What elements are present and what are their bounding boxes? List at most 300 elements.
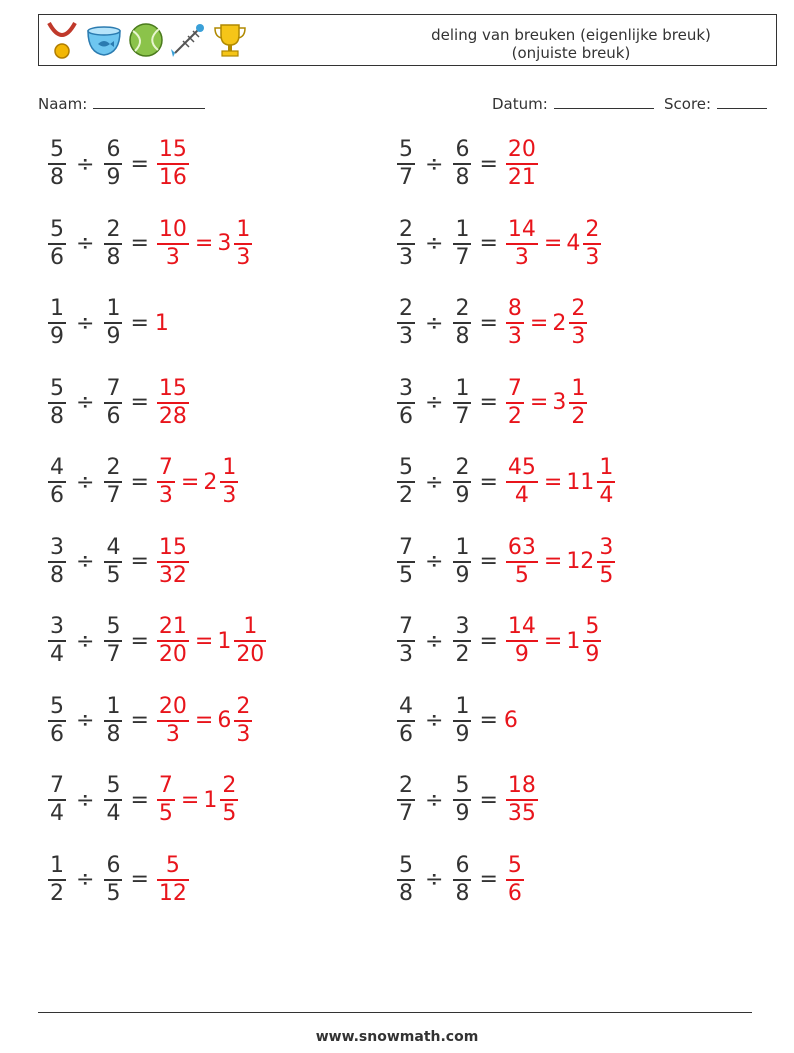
mixed-denominator: 3 — [222, 483, 237, 508]
date-field — [492, 94, 654, 113]
answer-denominator: 3 — [514, 244, 529, 270]
dividend-denominator: 7 — [399, 165, 413, 190]
equals-sign: = — [479, 549, 498, 574]
divide-sign: ÷ — [425, 390, 444, 415]
divide-sign: ÷ — [425, 151, 444, 177]
divisor-fraction — [104, 137, 122, 191]
dividend-numerator: 7 — [50, 773, 64, 798]
divisor-denominator: 7 — [106, 642, 121, 667]
mixed-whole: 1 — [566, 628, 581, 654]
divide-sign: ÷ — [76, 867, 95, 892]
divide-sign: ÷ — [76, 310, 95, 336]
name-label: Naam: — [38, 95, 88, 113]
answer-numerator: 21 — [158, 614, 187, 639]
mixed-whole: 3 — [552, 390, 567, 415]
answer-whole: 1 — [154, 310, 169, 336]
dividend-denominator: 4 — [50, 801, 64, 826]
divisor-denominator: 8 — [455, 324, 470, 349]
divisor-fraction — [453, 455, 471, 509]
dividend-numerator: 5 — [50, 137, 64, 162]
divisor-numerator: 4 — [106, 534, 121, 560]
equals-sign: = — [130, 231, 149, 256]
header-box — [38, 14, 777, 66]
divisor-denominator: 8 — [106, 244, 121, 270]
dividend-fraction — [48, 137, 66, 191]
answer-denominator: 3 — [165, 721, 180, 747]
dividend-denominator: 6 — [399, 721, 413, 747]
dividend-denominator: 6 — [50, 244, 64, 270]
divisor-fraction — [453, 614, 471, 668]
divisor-numerator: 2 — [455, 455, 470, 480]
equals-sign: = — [479, 787, 498, 813]
divisor-numerator: 3 — [455, 614, 470, 639]
divisor-numerator: 1 — [455, 216, 470, 242]
problem-item — [46, 291, 169, 355]
dividend-numerator: 2 — [399, 216, 413, 242]
answer-numerator: 5 — [165, 852, 180, 878]
divide-sign: ÷ — [76, 231, 95, 256]
mixed-denominator: 3 — [236, 244, 251, 270]
answer-denominator: 9 — [514, 642, 529, 667]
mixed-numerator: 1 — [599, 455, 614, 480]
divide-sign: ÷ — [425, 310, 444, 336]
divide-sign: ÷ — [425, 469, 444, 495]
divisor-numerator: 1 — [455, 693, 470, 719]
fish-bowl-icon — [85, 19, 123, 61]
equals-sign: = — [479, 469, 498, 495]
footer-divider — [38, 1012, 752, 1013]
dividend-numerator: 5 — [50, 216, 64, 242]
divide-sign: ÷ — [76, 390, 95, 415]
answer-fraction — [157, 137, 189, 191]
dividend-numerator: 5 — [399, 852, 413, 878]
answer-numerator: 7 — [158, 773, 173, 798]
mixed-numerator: 3 — [599, 534, 614, 560]
divisor-numerator: 5 — [106, 773, 121, 798]
answer-equals-sign: = — [543, 231, 563, 256]
dividend-denominator: 8 — [50, 165, 64, 190]
divisor-fraction — [104, 455, 122, 509]
dividend-numerator: 5 — [399, 137, 413, 162]
equals-sign: = — [130, 549, 149, 574]
dividend-numerator: 1 — [50, 852, 64, 878]
divisor-numerator: 6 — [106, 137, 121, 162]
mixed-denominator: 4 — [599, 483, 614, 508]
dividend-denominator: 9 — [50, 324, 64, 349]
mixed-whole: 3 — [217, 231, 232, 256]
answer-denominator: 5 — [158, 801, 173, 826]
trophy-icon — [211, 19, 249, 61]
divisor-denominator: 9 — [455, 721, 470, 747]
problem-item — [46, 132, 191, 196]
divisor-denominator: 9 — [455, 801, 470, 826]
answer-equals-sign: = — [543, 628, 563, 654]
answer-denominator: 28 — [158, 403, 187, 429]
divide-sign: ÷ — [76, 628, 95, 654]
divisor-denominator: 8 — [106, 721, 121, 747]
divisor-denominator: 9 — [455, 562, 470, 588]
divisor-denominator: 2 — [455, 642, 470, 667]
divisor-fraction — [453, 217, 471, 271]
answer-fraction — [506, 535, 538, 589]
icon-row — [43, 19, 249, 61]
score-blank[interactable] — [717, 94, 767, 109]
answer-fraction — [157, 217, 189, 271]
answer-fraction — [506, 217, 538, 271]
name-field — [38, 94, 205, 113]
answer-numerator: 18 — [507, 773, 536, 798]
mixed-numerator: 2 — [236, 693, 251, 719]
divide-sign: ÷ — [76, 469, 95, 495]
equals-sign: = — [130, 787, 149, 813]
dividend-fraction — [48, 296, 66, 350]
mixed-whole: 4 — [566, 231, 581, 256]
dividend-fraction — [48, 376, 66, 430]
answer-equals-sign: = — [543, 549, 563, 574]
dividend-fraction — [48, 455, 66, 509]
date-blank[interactable] — [554, 94, 654, 109]
answer-numerator: 5 — [507, 852, 522, 878]
problem-item — [46, 768, 240, 832]
answer-numerator: 20 — [507, 137, 536, 162]
dividend-fraction — [397, 376, 415, 430]
dividend-numerator: 5 — [50, 375, 64, 401]
mixed-denominator: 3 — [236, 721, 251, 747]
divisor-numerator: 1 — [455, 534, 470, 560]
equals-sign: = — [479, 151, 498, 177]
equals-sign: = — [130, 708, 149, 733]
dividend-fraction — [397, 773, 415, 827]
dividend-numerator: 2 — [399, 773, 413, 798]
answer-fraction — [157, 614, 189, 668]
mixed-denominator: 3 — [571, 324, 586, 349]
problem-item — [46, 212, 254, 276]
problem-item — [395, 689, 518, 753]
dividend-fraction — [48, 853, 66, 907]
mixed-denominator: 5 — [599, 562, 614, 588]
tennis-ball-icon — [127, 19, 165, 61]
divisor-numerator: 1 — [106, 296, 121, 321]
answer-equals-sign: = — [194, 708, 214, 733]
divide-sign: ÷ — [76, 151, 95, 177]
divisor-denominator: 9 — [106, 324, 121, 349]
name-blank[interactable] — [93, 94, 205, 109]
dividend-numerator: 3 — [399, 375, 413, 401]
equals-sign: = — [479, 628, 498, 654]
answer-numerator: 7 — [507, 375, 522, 401]
worksheet-title — [406, 26, 736, 62]
mixed-denominator: 3 — [585, 244, 600, 270]
divisor-numerator: 2 — [106, 216, 121, 242]
answer-equals-sign: = — [180, 787, 200, 813]
mixed-fraction — [234, 694, 252, 748]
answer-fraction — [157, 853, 189, 907]
answer-fraction — [506, 614, 538, 668]
mixed-numerator: 1 — [571, 375, 586, 401]
divisor-numerator: 1 — [106, 693, 121, 719]
answer-numerator: 8 — [507, 296, 522, 321]
mixed-whole: 1 — [217, 628, 232, 654]
dividend-numerator: 7 — [399, 534, 413, 560]
divisor-fraction — [104, 376, 122, 430]
mixed-fraction — [220, 455, 238, 509]
answer-fraction — [157, 376, 189, 430]
answer-fraction — [506, 773, 538, 827]
answer-numerator: 15 — [158, 534, 187, 560]
problem-item — [46, 371, 191, 435]
mixed-numerator: 1 — [243, 614, 258, 639]
answer-denominator: 35 — [507, 801, 536, 826]
answer-fraction — [506, 376, 524, 430]
divisor-numerator: 5 — [455, 773, 470, 798]
dividend-fraction — [397, 217, 415, 271]
problem-item — [395, 212, 603, 276]
mixed-whole: 1 — [203, 787, 218, 813]
divide-sign: ÷ — [425, 628, 444, 654]
mixed-numerator: 2 — [585, 216, 600, 242]
dividend-fraction — [48, 535, 66, 589]
divisor-denominator: 7 — [455, 403, 470, 429]
mixed-fraction — [220, 773, 238, 827]
fish-bone-icon — [169, 19, 207, 61]
equals-sign: = — [130, 867, 149, 892]
divisor-fraction — [453, 535, 471, 589]
divide-sign: ÷ — [76, 549, 95, 574]
date-label: Datum: — [492, 95, 548, 113]
dividend-fraction — [397, 853, 415, 907]
answer-denominator: 12 — [158, 880, 187, 906]
dividend-fraction — [397, 694, 415, 748]
divisor-numerator: 2 — [106, 455, 121, 480]
answer-fraction — [506, 296, 524, 350]
mixed-numerator: 2 — [571, 296, 586, 321]
answer-numerator: 63 — [507, 534, 536, 560]
divide-sign: ÷ — [76, 708, 95, 733]
mixed-fraction — [583, 217, 601, 271]
answer-equals-sign: = — [543, 469, 563, 495]
mixed-numerator: 5 — [585, 614, 600, 639]
mixed-fraction — [569, 296, 587, 350]
divide-sign: ÷ — [425, 231, 444, 256]
dividend-denominator: 6 — [50, 483, 64, 508]
dividend-denominator: 8 — [399, 880, 413, 906]
problem-item — [395, 530, 617, 594]
mixed-fraction — [234, 614, 266, 668]
answer-equals-sign: = — [194, 628, 214, 654]
problem-item — [395, 768, 540, 832]
dividend-denominator: 6 — [399, 403, 413, 429]
dividend-denominator: 3 — [399, 324, 413, 349]
divisor-fraction — [453, 296, 471, 350]
dividend-fraction — [397, 535, 415, 589]
divisor-denominator: 5 — [106, 562, 121, 588]
equals-sign: = — [130, 469, 149, 495]
answer-denominator: 5 — [514, 562, 529, 588]
mixed-numerator: 1 — [222, 455, 237, 480]
dividend-fraction — [397, 455, 415, 509]
equals-sign: = — [130, 310, 149, 336]
divisor-fraction — [453, 773, 471, 827]
answer-fraction — [506, 853, 524, 907]
problem-item — [46, 530, 191, 594]
score-label: Score: — [664, 95, 712, 113]
problem-item — [46, 689, 254, 753]
dividend-denominator: 7 — [399, 801, 413, 826]
dividend-denominator: 3 — [399, 642, 413, 667]
mixed-fraction — [597, 455, 615, 509]
divisor-numerator: 2 — [455, 296, 470, 321]
mixed-denominator: 20 — [236, 642, 265, 667]
problem-item — [395, 132, 540, 196]
divisor-fraction — [104, 296, 122, 350]
answer-denominator: 2 — [507, 403, 522, 429]
answer-numerator: 14 — [507, 216, 536, 242]
divisor-fraction — [104, 614, 122, 668]
mixed-whole: 11 — [566, 469, 595, 495]
answer-numerator: 7 — [158, 455, 173, 480]
divisor-fraction — [104, 694, 122, 748]
dividend-numerator: 4 — [399, 693, 413, 719]
mixed-fraction — [569, 376, 587, 430]
divide-sign: ÷ — [425, 549, 444, 574]
divide-sign: ÷ — [425, 787, 444, 813]
divisor-numerator: 5 — [106, 614, 121, 639]
dividend-denominator: 5 — [399, 562, 413, 588]
answer-denominator: 32 — [158, 562, 187, 588]
answer-denominator: 3 — [165, 244, 180, 270]
answer-numerator: 14 — [507, 614, 536, 639]
divisor-denominator: 5 — [106, 880, 121, 906]
dividend-denominator: 2 — [399, 483, 413, 508]
divisor-denominator: 7 — [106, 483, 121, 508]
dividend-numerator: 5 — [399, 455, 413, 480]
answer-fraction — [157, 773, 175, 827]
answer-numerator: 15 — [158, 375, 187, 401]
mixed-whole: 2 — [552, 310, 567, 336]
medal-icon — [43, 19, 81, 61]
divisor-fraction — [104, 217, 122, 271]
equals-sign: = — [479, 310, 498, 336]
mixed-whole: 6 — [217, 708, 232, 733]
divisor-numerator: 6 — [455, 852, 470, 878]
divisor-denominator: 9 — [106, 165, 121, 190]
answer-fraction — [506, 455, 538, 509]
dividend-denominator: 3 — [399, 244, 413, 270]
mixed-fraction — [234, 217, 252, 271]
title-line-1: deling van breuken (eigenlijke breuk) — [431, 26, 711, 44]
dividend-numerator: 4 — [50, 455, 64, 480]
answer-denominator: 16 — [158, 165, 187, 190]
divisor-denominator: 9 — [455, 483, 470, 508]
divisor-fraction — [104, 535, 122, 589]
equals-sign: = — [130, 151, 149, 177]
problem-item — [395, 609, 603, 673]
divisor-denominator: 6 — [106, 403, 121, 429]
divisor-fraction — [453, 853, 471, 907]
problem-item — [395, 848, 526, 912]
dividend-fraction — [397, 296, 415, 350]
dividend-numerator: 3 — [50, 534, 64, 560]
equals-sign: = — [130, 390, 149, 415]
answer-equals-sign: = — [529, 310, 549, 336]
dividend-denominator: 6 — [50, 721, 64, 747]
divisor-denominator: 8 — [455, 880, 470, 906]
divisor-fraction — [104, 773, 122, 827]
problem-item — [395, 371, 589, 435]
answer-denominator: 20 — [158, 642, 187, 667]
divisor-fraction — [453, 137, 471, 191]
answer-fraction — [157, 455, 175, 509]
answer-fraction — [157, 694, 189, 748]
answer-denominator: 4 — [514, 483, 529, 508]
equals-sign: = — [479, 231, 498, 256]
divisor-numerator: 7 — [106, 375, 121, 401]
mixed-fraction — [597, 535, 615, 589]
divisor-fraction — [453, 376, 471, 430]
divide-sign: ÷ — [425, 867, 444, 892]
answer-equals-sign: = — [529, 390, 549, 415]
answer-fraction — [157, 535, 189, 589]
mixed-numerator: 1 — [236, 216, 251, 242]
dividend-denominator: 2 — [50, 880, 64, 906]
problem-item — [46, 609, 268, 673]
mixed-fraction — [583, 614, 601, 668]
website-footer: www.snowmath.com — [315, 1029, 479, 1045]
divisor-numerator: 6 — [455, 137, 470, 162]
problem-item — [395, 291, 589, 355]
equals-sign: = — [479, 708, 498, 733]
divisor-numerator: 1 — [455, 375, 470, 401]
divisor-fraction — [453, 694, 471, 748]
dividend-numerator: 2 — [399, 296, 413, 321]
divisor-denominator: 7 — [455, 244, 470, 270]
divisor-numerator: 6 — [106, 852, 121, 878]
dividend-numerator: 5 — [50, 693, 64, 719]
answer-numerator: 10 — [158, 216, 187, 242]
answer-fraction — [506, 137, 538, 191]
answer-numerator: 15 — [158, 137, 187, 162]
equals-sign: = — [479, 867, 498, 892]
dividend-fraction — [48, 614, 66, 668]
divide-sign: ÷ — [76, 787, 95, 813]
dividend-denominator: 4 — [50, 642, 64, 667]
dividend-numerator: 1 — [50, 296, 64, 321]
dividend-fraction — [48, 694, 66, 748]
dividend-denominator: 8 — [50, 562, 64, 588]
mixed-denominator: 5 — [222, 801, 237, 826]
mixed-denominator: 2 — [571, 403, 586, 429]
dividend-numerator: 3 — [50, 614, 64, 639]
score-field — [664, 94, 767, 113]
equals-sign: = — [479, 390, 498, 415]
dividend-fraction — [48, 217, 66, 271]
divisor-denominator: 8 — [455, 165, 470, 190]
dividend-fraction — [397, 614, 415, 668]
mixed-numerator: 2 — [222, 773, 237, 798]
answer-whole: 6 — [503, 708, 518, 733]
problem-item — [46, 450, 240, 514]
dividend-fraction — [48, 773, 66, 827]
mixed-denominator: 9 — [585, 642, 600, 667]
answer-equals-sign: = — [194, 231, 214, 256]
divisor-denominator: 4 — [106, 801, 121, 826]
dividend-denominator: 8 — [50, 403, 64, 429]
answer-numerator: 45 — [507, 455, 536, 480]
mixed-whole: 12 — [566, 549, 595, 574]
problem-item — [46, 848, 191, 912]
answer-denominator: 3 — [507, 324, 522, 349]
equals-sign: = — [130, 628, 149, 654]
